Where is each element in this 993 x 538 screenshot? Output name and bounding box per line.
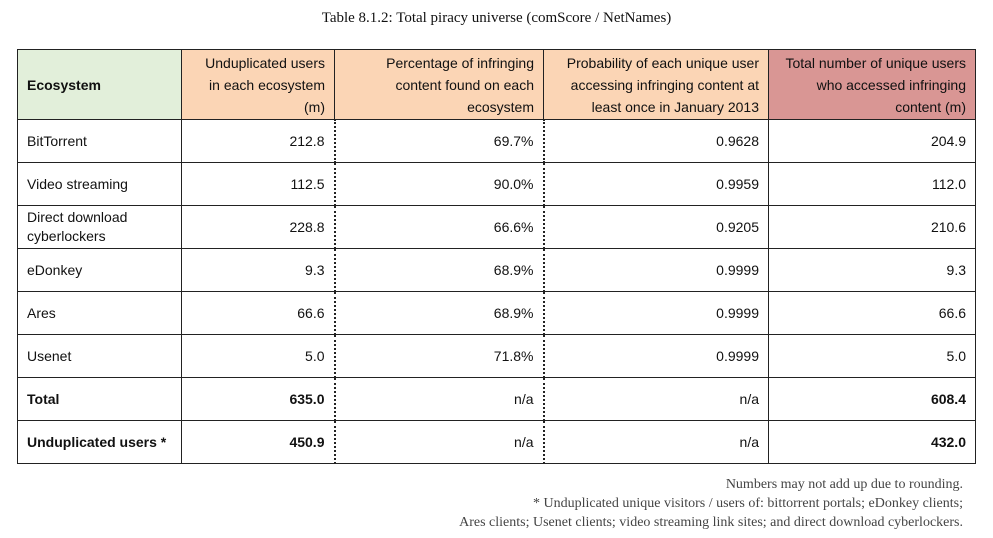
row-ecosystem-name: Direct download cyberlockers bbox=[18, 206, 182, 249]
table-row bbox=[18, 335, 976, 378]
row-total-users: 112.0 bbox=[769, 163, 976, 206]
table-row-total bbox=[18, 378, 976, 421]
row-total-users: 608.4 bbox=[769, 378, 976, 421]
header-probability: Probability of each unique user accessing infringing content at least once in January 2013 bbox=[544, 50, 769, 120]
row-ecosystem-name: Ares bbox=[18, 292, 182, 335]
table-header-row bbox=[18, 50, 976, 120]
row-ecosystem-name: BitTorrent bbox=[18, 120, 182, 163]
footnote-rounding: Numbers may not add up due to rounding. bbox=[725, 477, 963, 492]
row-unduplicated-users: 9.3 bbox=[182, 249, 335, 292]
footnote-unduplicated-definition: * Unduplicated unique visitors / users of: bittorrent portals; eDonkey clients; bbox=[532, 496, 963, 511]
row-total-users: 9.3 bbox=[769, 249, 976, 292]
header-unduplicated-users: Unduplicated users in each ecosystem (m) bbox=[182, 50, 335, 120]
row-probability: n/a bbox=[544, 378, 769, 421]
row-unduplicated-users: 212.8 bbox=[182, 120, 335, 163]
row-probability: n/a bbox=[544, 421, 769, 464]
header-ecosystem: Ecosystem bbox=[18, 50, 182, 120]
table-caption: Table 8.1.2: Total piracy universe (comScore / NetNames) bbox=[321, 10, 672, 26]
row-percentage-infringing: 69.7% bbox=[335, 120, 544, 163]
row-total-users: 5.0 bbox=[769, 335, 976, 378]
row-ecosystem-name: Total bbox=[18, 378, 182, 421]
row-percentage-infringing: n/a bbox=[335, 378, 544, 421]
table-row-unduplicated bbox=[18, 421, 976, 464]
row-ecosystem-name: eDonkey bbox=[18, 249, 182, 292]
row-unduplicated-users: 66.6 bbox=[182, 292, 335, 335]
row-probability: 0.9999 bbox=[544, 249, 769, 292]
table-row bbox=[18, 249, 976, 292]
row-ecosystem-name: Unduplicated users * bbox=[18, 421, 182, 464]
header-percentage-infringing: Percentage of infringing content found on each ecosystem bbox=[335, 50, 544, 120]
row-total-users: 66.6 bbox=[769, 292, 976, 335]
row-percentage-infringing: 68.9% bbox=[335, 249, 544, 292]
row-unduplicated-users: 450.9 bbox=[182, 421, 335, 464]
header-total-users: Total number of unique users who accessed infringing content (m) bbox=[769, 50, 976, 120]
row-ecosystem-name: Video streaming bbox=[18, 163, 182, 206]
table-footnotes bbox=[459, 475, 963, 532]
row-unduplicated-users: 112.5 bbox=[182, 163, 335, 206]
row-percentage-infringing: 66.6% bbox=[335, 206, 544, 249]
row-probability: 0.9959 bbox=[544, 163, 769, 206]
table-row bbox=[18, 206, 976, 249]
row-unduplicated-users: 228.8 bbox=[182, 206, 335, 249]
piracy-table bbox=[17, 49, 976, 464]
table-row bbox=[18, 120, 976, 163]
row-probability: 0.9205 bbox=[544, 206, 769, 249]
row-percentage-infringing: n/a bbox=[335, 421, 544, 464]
table-row bbox=[18, 292, 976, 335]
row-probability: 0.9999 bbox=[544, 292, 769, 335]
row-probability: 0.9628 bbox=[544, 120, 769, 163]
row-ecosystem-name: Usenet bbox=[18, 335, 182, 378]
row-percentage-infringing: 71.8% bbox=[335, 335, 544, 378]
row-unduplicated-users: 5.0 bbox=[182, 335, 335, 378]
row-unduplicated-users: 635.0 bbox=[182, 378, 335, 421]
row-percentage-infringing: 68.9% bbox=[335, 292, 544, 335]
row-total-users: 204.9 bbox=[769, 120, 976, 163]
row-total-users: 432.0 bbox=[769, 421, 976, 464]
footnote-unduplicated-definition-continued: Ares clients; Usenet clients; video streaming link sites; and direct download cyberlockers. bbox=[459, 515, 963, 530]
row-total-users: 210.6 bbox=[769, 206, 976, 249]
table-row bbox=[18, 163, 976, 206]
row-probability: 0.9999 bbox=[544, 335, 769, 378]
row-percentage-infringing: 90.0% bbox=[335, 163, 544, 206]
